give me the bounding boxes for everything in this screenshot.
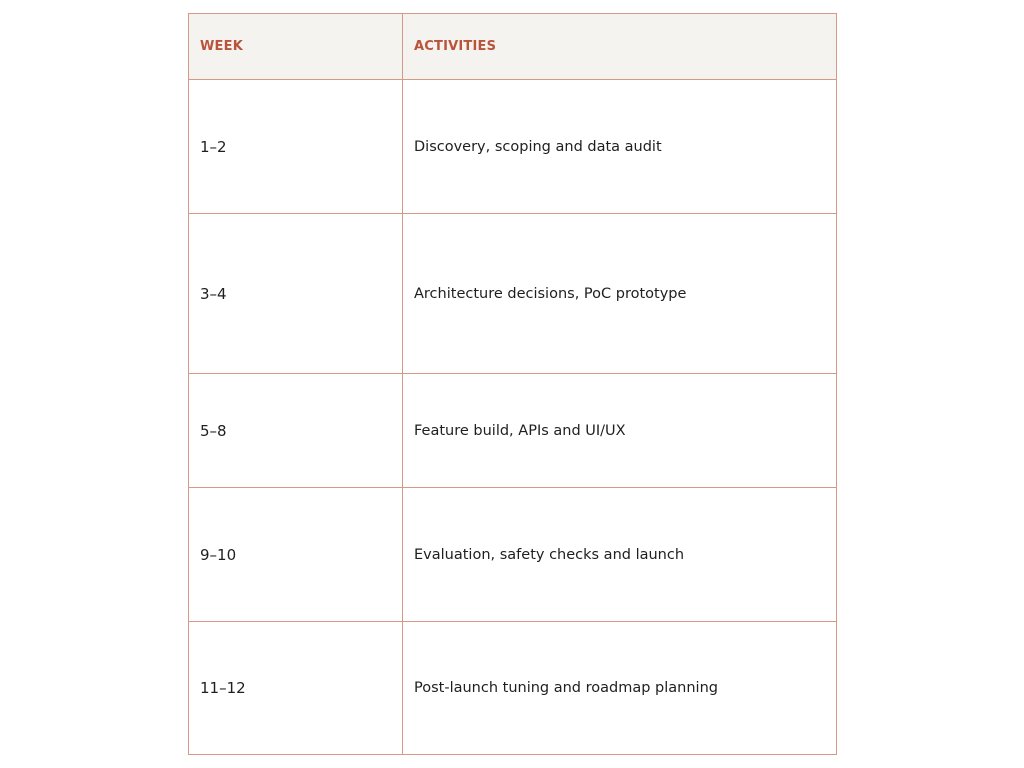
activity-cell: Evaluation, safety checks and launch — [403, 488, 837, 622]
timeline-table — [188, 13, 837, 755]
activities-column-header: ACTIVITIES — [403, 14, 837, 80]
table-header — [189, 14, 837, 80]
week-cell: 3–4 — [189, 214, 403, 374]
activity-cell: Discovery, scoping and data audit — [403, 80, 837, 214]
week-cell: 9–10 — [189, 488, 403, 622]
week-column-header: WEEK — [189, 14, 403, 80]
activity-cell: Architecture decisions, PoC prototype — [403, 214, 837, 374]
table-row — [189, 622, 837, 755]
header-row — [189, 14, 837, 80]
activity-cell: Post-launch tuning and roadmap planning — [403, 622, 837, 755]
week-cell: 5–8 — [189, 374, 403, 488]
week-cell: 1–2 — [189, 80, 403, 214]
table-row — [189, 374, 837, 488]
table-body — [189, 80, 837, 755]
table-row — [189, 214, 837, 374]
table-row — [189, 80, 837, 214]
week-cell: 11–12 — [189, 622, 403, 755]
activity-cell: Feature build, APIs and UI/UX — [403, 374, 837, 488]
table-row — [189, 488, 837, 622]
